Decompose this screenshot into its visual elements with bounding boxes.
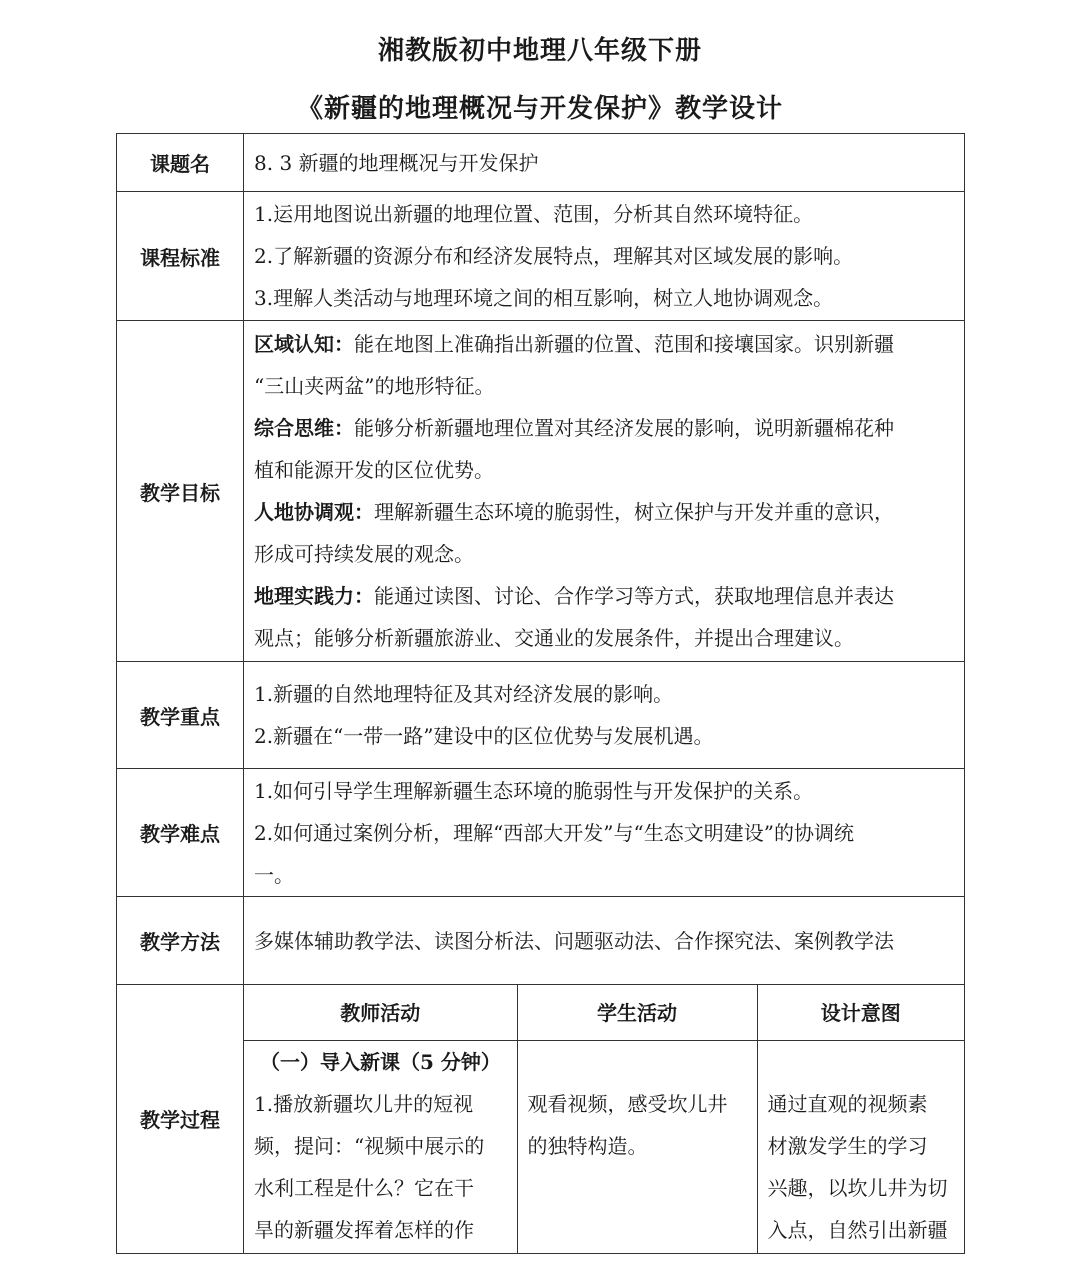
label-objectives: 教学目标 (117, 321, 244, 662)
topic-value: 8. 3 新疆的地理概况与开发保护 (244, 134, 965, 192)
methods-value: 多媒体辅助教学法、读图分析法、问题驱动法、合作探究法、案例教学法 (244, 897, 965, 985)
objective-head: 人地协调观： (254, 500, 374, 524)
process-row (244, 1041, 964, 1253)
objective-text: 能通过读图、讨论、合作学习等方式，获取地理信息并表达 (374, 584, 894, 608)
process-header-row (244, 985, 964, 1041)
intent-line: 兴趣，以坎儿井为切 (767, 1176, 948, 1200)
standard-item: 2.了解新疆的资源分布和经济发展特点，理解其对区域发展的影响。 (254, 244, 854, 268)
difficulty-item: 一。 (254, 862, 294, 887)
objective-text: 能够分析新疆地理位置对其经济发展的影响，说明新疆棉花种 (354, 416, 894, 440)
student-activity-cell (517, 1041, 757, 1253)
standards-content (244, 192, 965, 321)
objective-line: 植和能源开发的区位优势。 (254, 458, 494, 482)
label-standards: 课程标准 (117, 192, 244, 321)
row-objectives (117, 321, 965, 662)
objective-line: “三山夹两盆”的地形特征。 (254, 374, 495, 398)
intent-line: 通过直观的视频素 (767, 1092, 928, 1116)
objective-head: 区域认知： (254, 332, 354, 356)
student-line: 观看视频，感受坎儿井 (527, 1092, 728, 1116)
objective-line: 观点；能够分析新疆旅游业、交通业的发展条件，并提出合理建议。 (254, 626, 854, 650)
difficulty-item: 1.如何引导学生理解新疆生态环境的脆弱性与开发保护的关系。 (254, 778, 814, 803)
document-title-line1: 湘教版初中地理八年级下册 (377, 36, 702, 66)
teacher-line: 水利工程是什么？它在干 (254, 1176, 474, 1200)
row-methods (117, 897, 965, 985)
teacher-line: 频，提问：“视频中展示的 (254, 1134, 485, 1158)
standard-item: 1.运用地图说出新疆的地理位置、范围，分析其自然环境特征。 (254, 202, 814, 226)
design-intent-cell (757, 1041, 964, 1253)
label-difficulties: 教学难点 (117, 769, 244, 897)
lesson-plan-table (116, 133, 965, 1254)
objective-line (254, 575, 956, 617)
process-table (244, 985, 964, 1253)
standard-item: 3.理解人类活动与地理环境之间的相互影响，树立人地协调观念。 (254, 286, 834, 310)
teacher-line: 1.播放新疆坎儿井的短视 (254, 1092, 474, 1116)
objective-line (254, 323, 956, 365)
row-keypoints (117, 662, 965, 769)
objective-line (254, 491, 956, 533)
process-content (244, 985, 965, 1254)
row-standards (117, 192, 965, 321)
row-process (117, 985, 965, 1254)
difficulty-item: 2.如何通过案例分析，理解“西部大开发”与“生态文明建设”的协调统 (254, 820, 854, 845)
header-teacher-activity: 教师活动 (340, 1000, 421, 1025)
objective-line: 形成可持续发展的观念。 (254, 542, 474, 566)
header-design-intent: 设计意图 (757, 985, 964, 1041)
objective-head: 综合思维： (254, 416, 354, 440)
objective-text: 理解新疆生态环境的脆弱性，树立保护与开发并重的意识， (374, 500, 894, 524)
objective-text: 能在地图上准确指出新疆的位置、范围和接壤国家。识别新疆 (354, 332, 894, 356)
document-title-line2: 《新疆的地理概况与开发保护》教学设计 (296, 94, 783, 124)
intent-line: 入点，自然引出新疆 (767, 1218, 948, 1242)
objective-head: 地理实践力： (254, 584, 374, 608)
label-methods: 教学方法 (117, 897, 244, 985)
header-student-activity: 学生活动 (517, 985, 757, 1041)
keypoint-item: 1.新疆的自然地理特征及其对经济发展的影响。 (254, 682, 674, 706)
row-difficulties (117, 769, 965, 897)
keypoint-item: 2.新疆在“一带一路”建设中的区位优势与发展机遇。 (254, 724, 714, 748)
teacher-line: 旱的新疆发挥着怎样的作 (254, 1218, 474, 1242)
row-topic (117, 134, 965, 192)
intent-line: 材激发学生的学习 (767, 1134, 928, 1158)
difficulties-content (244, 769, 965, 897)
teacher-activity-cell (244, 1041, 517, 1253)
objective-line (254, 407, 956, 449)
label-keypoints: 教学重点 (117, 662, 244, 769)
label-topic: 课题名 (117, 134, 244, 192)
section-title: （一）导入新课（5 分钟） (260, 1050, 501, 1074)
student-line: 的独特构造。 (527, 1134, 648, 1158)
keypoints-content (244, 662, 965, 769)
label-process: 教学过程 (117, 985, 244, 1254)
objectives-content (244, 321, 965, 662)
